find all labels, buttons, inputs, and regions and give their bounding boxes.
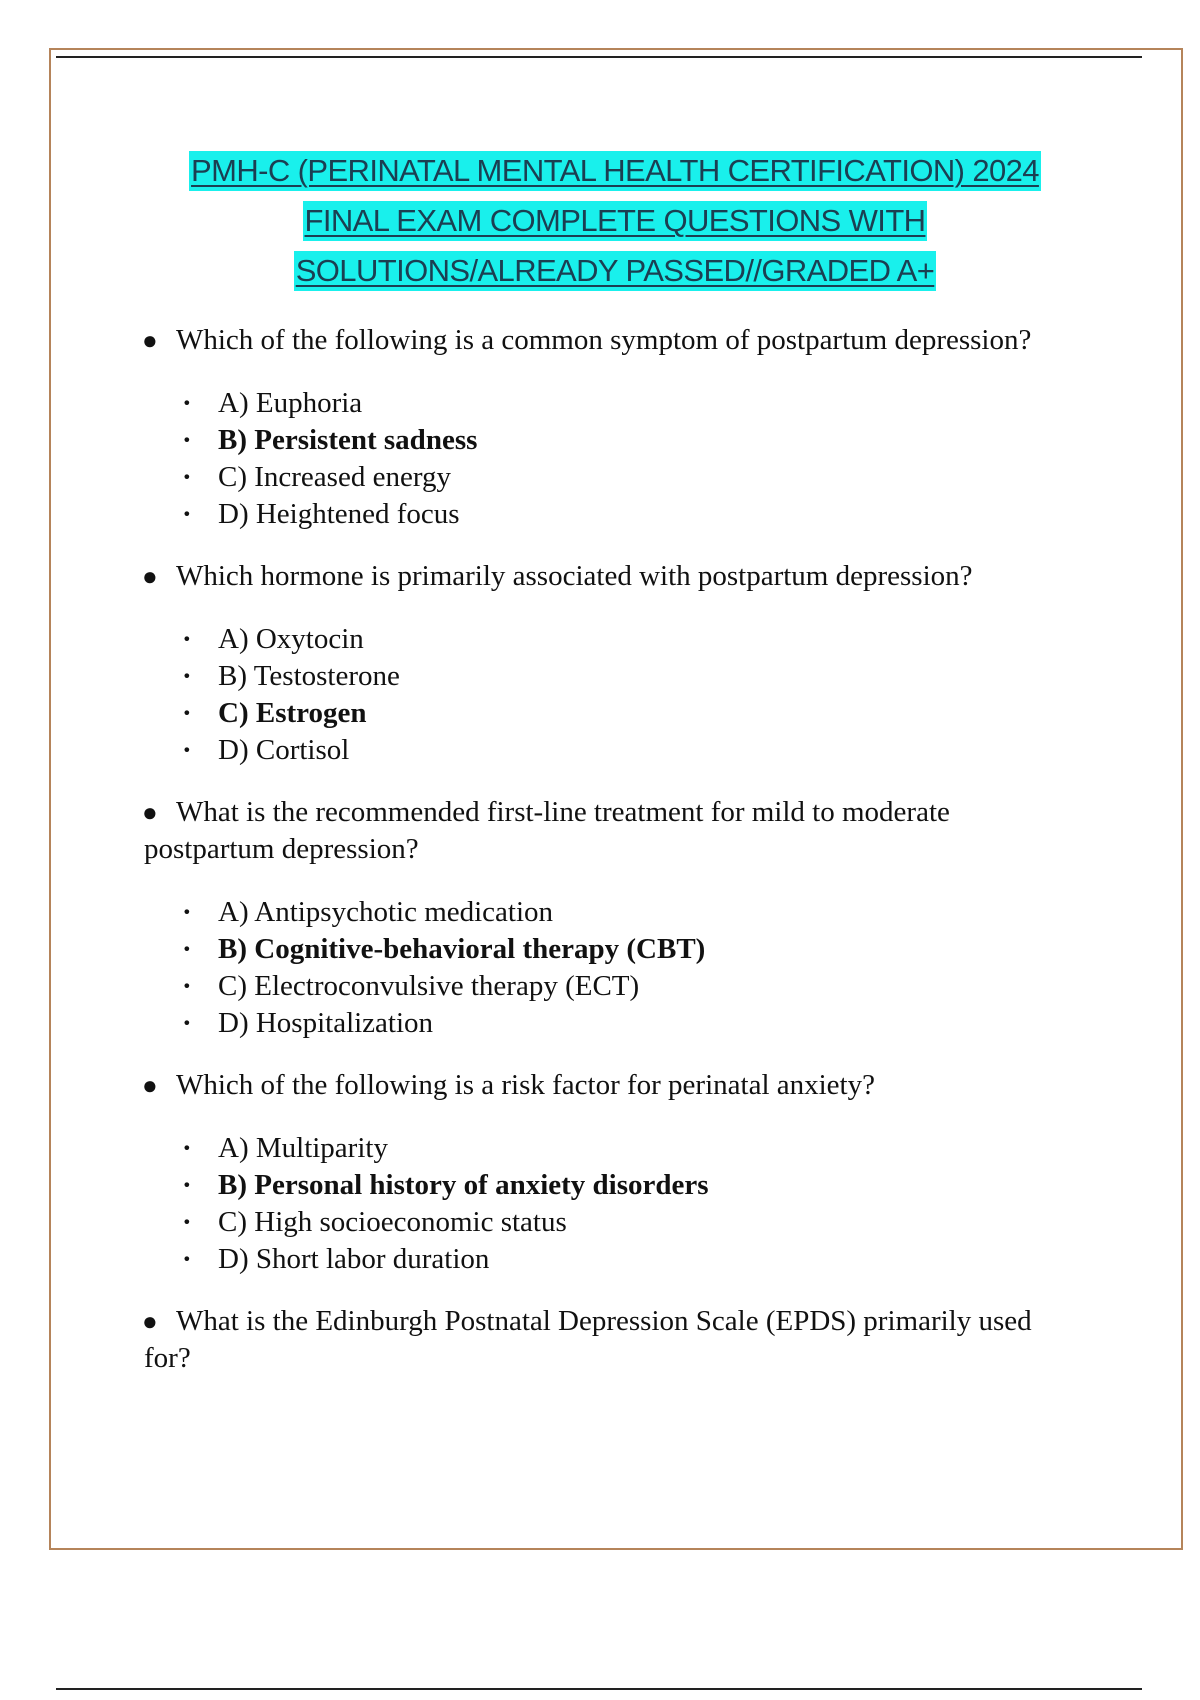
option-d: [182, 1241, 1084, 1278]
option-text: C) Electroconvulsive therapy (ECT): [218, 970, 640, 1002]
option-c: [182, 968, 1084, 1005]
option-b-correct: [182, 422, 1084, 459]
title-line-2: FINAL EXAM COMPLETE QUESTIONS WITH: [303, 201, 928, 241]
question-block-2: [144, 558, 1084, 769]
option-text: D) Hospitalization: [218, 1007, 434, 1039]
option-b-correct: [182, 1167, 1084, 1204]
bullet-icon: ·: [182, 660, 192, 692]
option-d: [182, 496, 1084, 533]
option-text: A) Antipsychotic medication: [218, 896, 554, 928]
option-text: D) Heightened focus: [218, 498, 460, 530]
bullet-icon: ·: [182, 461, 192, 493]
option-c-correct: [182, 695, 1084, 732]
bullet-icon: ·: [182, 933, 192, 965]
title-line-3: SOLUTIONS/ALREADY PASSED//GRADED A+: [294, 251, 937, 291]
bullet-icon: ●: [142, 798, 158, 827]
question-block-4: [144, 1067, 1084, 1278]
option-text: A) Euphoria: [218, 387, 363, 419]
question-list: [144, 322, 1084, 1402]
option-text: A) Oxytocin: [218, 623, 364, 655]
option-a: [182, 621, 1084, 658]
option-d: [182, 1005, 1084, 1042]
title-line-1: PMH-C (PERINATAL MENTAL HEALTH CERTIFICATION) 2024: [189, 151, 1041, 191]
bullet-icon: ●: [142, 1307, 158, 1336]
bullet-icon: ·: [182, 697, 192, 729]
option-a: [182, 1130, 1084, 1167]
option-text: B) Persistent sadness: [218, 424, 478, 456]
question-block-3: [144, 794, 1084, 1042]
bullet-icon: ·: [182, 623, 192, 655]
option-a: [182, 894, 1084, 931]
options-list: [144, 621, 1084, 769]
bullet-icon: ·: [182, 1169, 192, 1201]
option-text: C) Estrogen: [218, 697, 367, 729]
bullet-icon: ·: [182, 970, 192, 1002]
option-b-correct: [182, 931, 1084, 968]
bullet-icon: ·: [182, 1007, 192, 1039]
options-list: [144, 894, 1084, 1042]
question-1: [144, 322, 1084, 359]
question-4: [144, 1067, 1084, 1104]
option-d: [182, 732, 1084, 769]
bullet-icon: ·: [182, 387, 192, 419]
option-b: [182, 658, 1084, 695]
option-text: D) Cortisol: [218, 734, 350, 766]
bullet-icon: ·: [182, 734, 192, 766]
options-list: [144, 385, 1084, 533]
question-3: [144, 794, 1084, 868]
bullet-icon: ·: [182, 424, 192, 456]
bullet-icon: ●: [142, 562, 158, 591]
bullet-icon: ·: [182, 1243, 192, 1275]
options-list: [144, 1130, 1084, 1278]
question-text: Which hormone is primarily associated with postpartum depression?: [176, 560, 973, 592]
question-2: [144, 558, 1084, 595]
option-a: [182, 385, 1084, 422]
question-5: [144, 1303, 1084, 1377]
question-text: Which of the following is a risk factor for perinatal anxiety?: [176, 1069, 875, 1101]
top-rule: [56, 56, 1142, 58]
option-text: C) High socioeconomic status: [218, 1206, 567, 1238]
bullet-icon: ●: [142, 1071, 158, 1100]
bottom-rule: [56, 1688, 1142, 1690]
option-text: C) Increased energy: [218, 461, 451, 493]
question-block-5: [144, 1303, 1084, 1377]
option-text: B) Personal history of anxiety disorders: [218, 1169, 709, 1201]
question-text: What is the Edinburgh Postnatal Depression Scale (EPDS) primarily used for?: [144, 1305, 1032, 1374]
document-title: [60, 146, 1170, 296]
option-c: [182, 459, 1084, 496]
option-text: B) Cognitive-behavioral therapy (CBT): [218, 933, 706, 965]
option-c: [182, 1204, 1084, 1241]
bullet-icon: ·: [182, 896, 192, 928]
question-block-1: [144, 322, 1084, 533]
option-text: D) Short labor duration: [218, 1243, 490, 1275]
question-text: Which of the following is a common symptom of postpartum depression?: [176, 324, 1032, 356]
question-text: What is the recommended first-line treatment for mild to moderate postpartum depression?: [144, 796, 950, 865]
option-text: A) Multiparity: [218, 1132, 388, 1164]
bullet-icon: ·: [182, 1206, 192, 1238]
option-text: B) Testosterone: [218, 660, 400, 692]
bullet-icon: ●: [142, 326, 158, 355]
bullet-icon: ·: [182, 498, 192, 530]
bullet-icon: ·: [182, 1132, 192, 1164]
